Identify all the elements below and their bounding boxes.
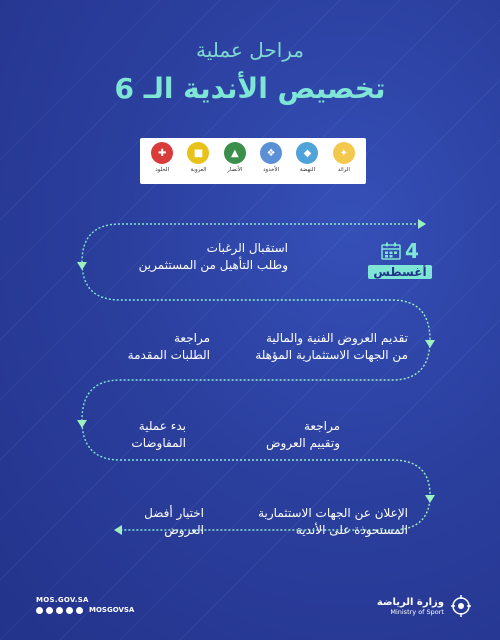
social-links: [36, 606, 134, 614]
club-logo-icon: ✚: [151, 142, 173, 164]
step-receive-requests: استقبال الرغبات وطلب التأهيل من المستثمرين: [138, 241, 288, 272]
ministry-logo: [377, 594, 472, 618]
path-end-arrow-icon: [114, 525, 122, 535]
club-logo-icon: ▲: [224, 142, 246, 164]
youtube-icon[interactable]: [76, 607, 83, 614]
date-month: أغسطس: [368, 265, 431, 279]
club-name: الرائد: [337, 167, 350, 173]
facebook-icon[interactable]: [66, 607, 73, 614]
path-arrow-icon: [425, 495, 435, 503]
step-review-offers: مراجعة وتقييم العروض: [266, 419, 340, 450]
club-logo-icon: ✦: [333, 142, 355, 164]
social-handle: MOSGOVSA: [89, 606, 135, 614]
date-day: 4: [405, 239, 419, 263]
path-arrow-icon: [77, 420, 87, 428]
club-name: الأخدود: [263, 167, 280, 173]
date-badge: [372, 240, 428, 286]
step-select-best-offers: اختيار أفضل العروض: [144, 506, 204, 537]
page-title: تخصيص الأندية الـ 6: [114, 72, 386, 105]
club-logo-icon: ❖: [260, 142, 282, 164]
club-name: العروبة: [190, 167, 207, 173]
snapchat-icon[interactable]: [36, 607, 43, 614]
footer-contact: [36, 596, 134, 614]
step-announce-investors: الإعلان عن الجهات الاستثمارية المستحوذة على الأندية: [258, 506, 408, 537]
x-icon[interactable]: [56, 607, 63, 614]
step-review-requests: مراجعة الطلبات المقدمة: [127, 331, 210, 362]
club-logo-icon: ◆: [296, 142, 318, 164]
ministry-name-ar: وزارة الرياضة: [376, 596, 444, 608]
page-subtitle: مراحل عملية: [195, 38, 305, 62]
path-arrow-icon: [77, 262, 87, 270]
club-name: الأنصار: [227, 167, 243, 173]
club-name: النهضة: [299, 167, 316, 173]
step-start-negotiations: بدء عملية المفاوضات: [131, 419, 186, 450]
website-link[interactable]: MOS.GOV.SA: [36, 596, 89, 604]
path-start-arrow-icon: [418, 219, 426, 229]
club-name: الخلود: [155, 167, 170, 173]
ministry-name-en: Ministry of Sport: [390, 607, 444, 616]
calendar-icon: [381, 242, 401, 260]
club-logo-icon: ■: [187, 142, 209, 164]
path-arrow-icon: [425, 340, 435, 348]
instagram-icon[interactable]: [46, 607, 53, 614]
ministry-emblem-icon: [450, 594, 472, 618]
step-submit-offers: تقديم العروض الفنية والمالية من الجهات الاستثمارية المؤهلة: [255, 331, 408, 362]
